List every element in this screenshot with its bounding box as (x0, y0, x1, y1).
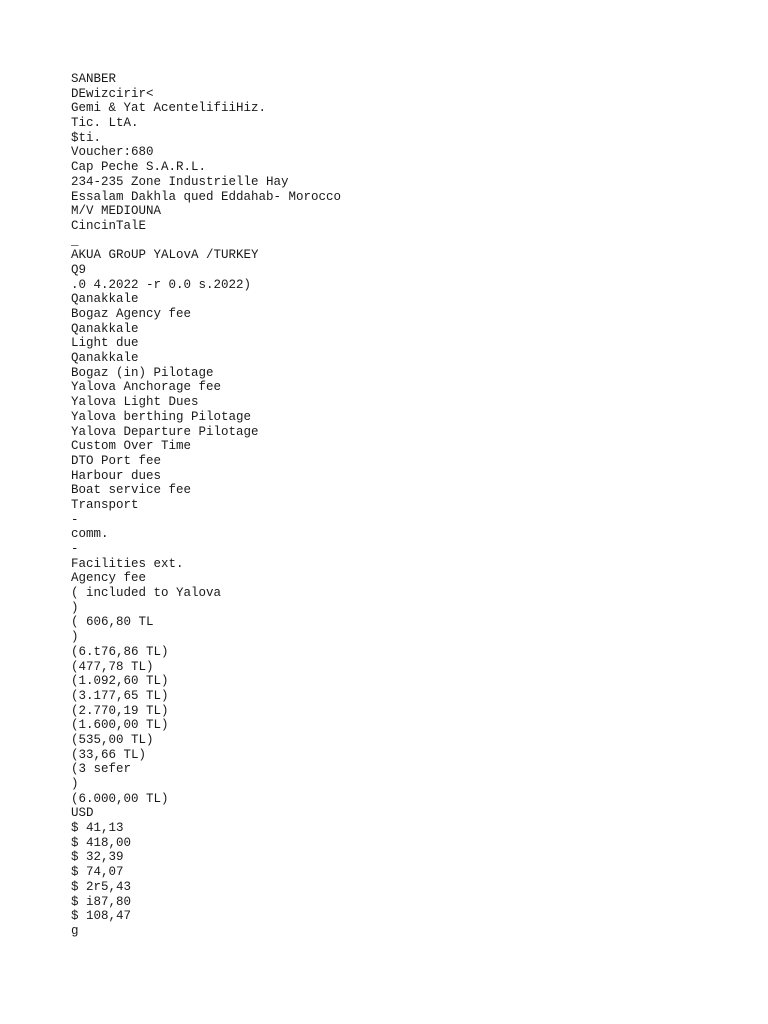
usd-amount: $ 2r5,43 (71, 879, 132, 894)
charge-item: Transport (71, 497, 139, 512)
usd-amount: $ 41,13 (71, 821, 124, 836)
charge-item: Qanakkale (71, 351, 139, 366)
charge-item: comm. (71, 527, 109, 542)
tl-amount: (3 sefer (71, 762, 132, 777)
usd-amount: $ 32,39 (71, 850, 124, 865)
tl-amount: ) (71, 630, 79, 645)
company-name-line-3: Gemi & Yat AcentelifiiHiz. (71, 101, 267, 116)
usd-amount: $ 74,07 (71, 865, 124, 880)
charge-item: Custom Over Time (71, 439, 192, 454)
tl-amount: (3.177,65 TL) (71, 688, 169, 703)
charge-item: - (71, 542, 79, 556)
charge-item: DTO Port fee (71, 453, 162, 468)
charge-item: Yalova berthing Pilotage (71, 409, 252, 424)
charge-item: Yalova Light Dues (71, 395, 199, 410)
charge-item: Yalova Anchorage fee (71, 380, 222, 395)
tl-amount: ( 606,80 TL (71, 615, 154, 630)
charge-item: - (71, 512, 79, 527)
usd-amount: $ i87,80 (71, 894, 132, 909)
vessel-name: M/V MEDIOUNA (71, 204, 162, 219)
charge-item: Facilities ext. (71, 556, 184, 571)
recipient-name: Cap Peche S.A.R.L. (71, 160, 207, 175)
tl-amount: (535,00 TL) (71, 732, 154, 747)
charge-item: Harbour dues (71, 468, 162, 483)
charge-item: Qanakkale (71, 321, 139, 336)
doc-line: _ (71, 233, 79, 248)
usd-amount: $ 108,47 (71, 909, 132, 924)
tl-amount: ) (71, 777, 79, 791)
company-name-line-4: Tic. LtA. (71, 116, 139, 131)
doc-line: g (71, 923, 79, 938)
tl-amount: ( included to Yalova (71, 586, 222, 601)
tl-amount: (1.600,00 TL) (71, 718, 169, 733)
voucher-number: Voucher:680 (71, 145, 154, 160)
date-range: .0 4.2022 -r 0.0 s.2022) (71, 277, 252, 292)
company-name-line-2: DEwizcirir< (71, 86, 154, 101)
charge-item: Agency fee (71, 571, 147, 586)
tl-amount: (1.092,60 TL) (71, 674, 169, 689)
tl-amount: ) (71, 600, 79, 615)
charge-item: Bogaz (in) Pilotage (71, 365, 214, 380)
charge-item: Boat service fee (71, 483, 192, 498)
voucher-document (71, 72, 731, 939)
tl-amount: (33,66 TL) (71, 747, 147, 762)
tl-amount: (477,78 TL) (71, 659, 154, 674)
charge-item: Light due (71, 336, 139, 351)
tl-amount: (6.000,00 TL) (71, 791, 169, 806)
tl-amount: (2.770,19 TL) (71, 703, 169, 718)
usd-amount: $ 418,00 (71, 835, 132, 850)
charge-item: Yalova Departure Pilotage (71, 424, 259, 439)
currency-heading: USD (71, 806, 94, 821)
company-name: SANBER (71, 72, 117, 86)
recipient-address-line-1: 234-235 Zone Industrielle Hay (71, 174, 289, 189)
charge-item: Qanakkale (71, 292, 139, 307)
doc-line: CincinTalE (71, 218, 147, 233)
recipient-address-line-2: Essalam Dakhla qued Eddahab- Morocco (71, 189, 342, 204)
doc-line: Q9 (71, 262, 87, 277)
company-name-line-5: $ti. (71, 130, 102, 145)
tl-amount: (6.t76,86 TL) (71, 644, 169, 659)
charge-item: Bogaz Agency fee (71, 307, 192, 321)
port-heading: AKUA GRoUP YALovA /TURKEY (71, 248, 259, 263)
